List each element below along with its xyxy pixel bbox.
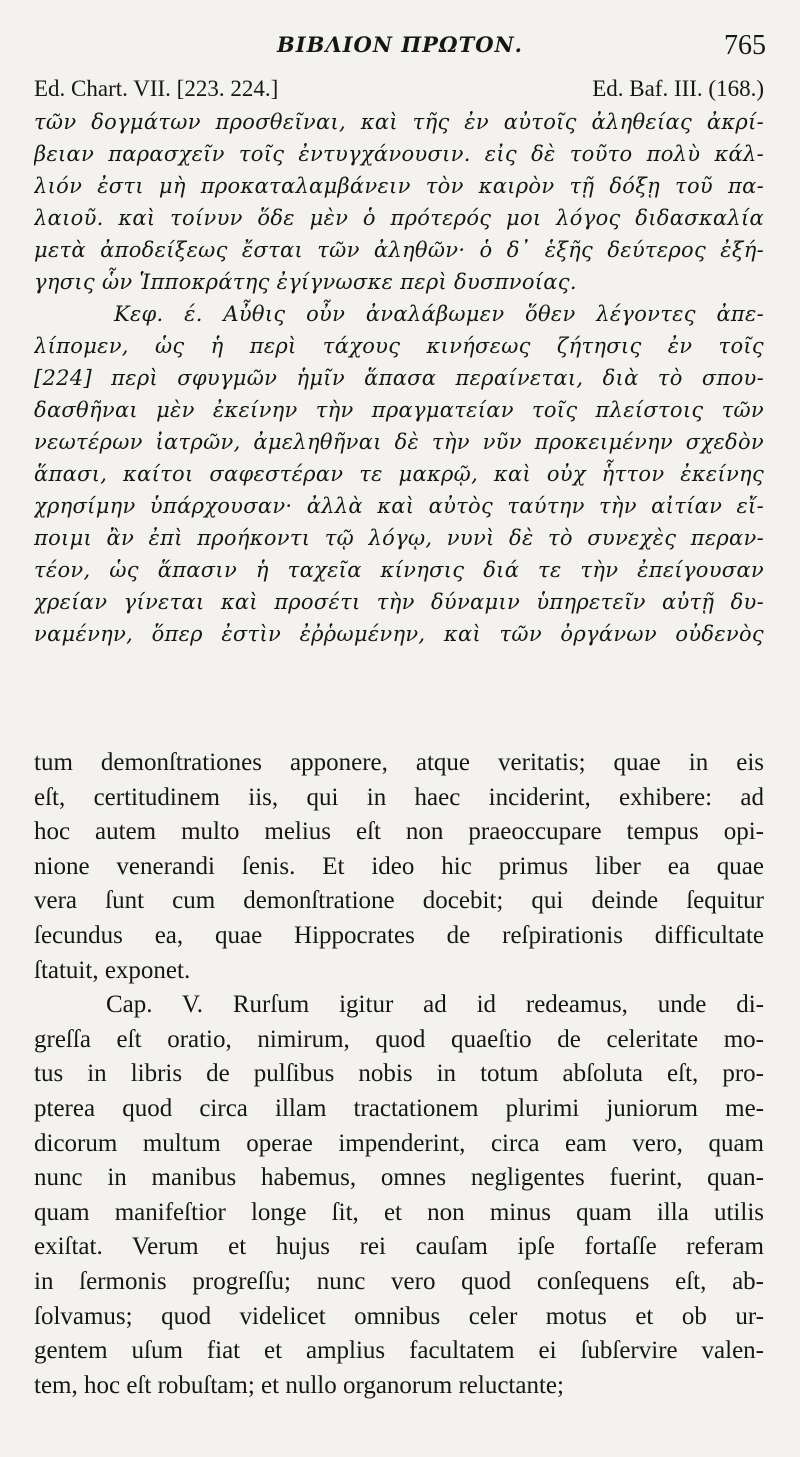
greek-line: χρησίμην ὑπάρχουσαν· ἀλλὰ καὶ αὐτὸς ταύτην τὴν αἰτίαν εἴ-: [34, 494, 764, 518]
latin-line: exiſtat. Verum et hujus rei cauſam ipſe fortaſſe referam: [34, 1233, 764, 1261]
edition-reference-line: [34, 76, 764, 106]
greek-line: τέον, ὡς ἅπασιν ἡ ταχεῖα κίνησις διά τε τὴν ἐπείγουσαν: [34, 558, 764, 582]
greek-line: γησις ὧν Ἱπποκράτης ἐγίγνωσκε περὶ δυσπνοίας.: [34, 270, 577, 294]
latin-line: greſſa eſt oratio, nimirum, quod quaeſtio de celeritate mo-: [34, 1025, 764, 1053]
greek-line: ἅπασι, καίτοι σαφεστέραν τε μακρῷ, καὶ οὐχ ἧττον ἐκείνης: [34, 462, 764, 486]
greek-line: ποιμι ἂν ἐπὶ προήκοντι τῷ λόγῳ, νυνὶ δὲ τὸ συνεχὲς περαν-: [34, 526, 764, 550]
greek-line: ναμένην, ὅπερ ἐστὶν ἐῤῥωμένην, καὶ τῶν ὀργάνων οὐδενὸς: [34, 622, 764, 646]
greek-line: λίπομεν, ὡς ἡ περὶ τάχους κινήσεως ζήτησις ἐν τοῖς: [34, 334, 764, 358]
latin-line: quam manifeſtior longe ſit, et non minus quam illa utilis: [34, 1198, 764, 1226]
greek-line: τῶν δογμάτων προσθεῖναι, καὶ τῆς ἐν αὐτοῖς ἀληθείας ἀκρί-: [34, 110, 764, 134]
latin-line: pterea quod circa illam tractationem plurimi juniorum me-: [34, 1094, 764, 1122]
greek-line: [224] περὶ σφυγμῶν ἡμῖν ἅπασα περαίνεται, διὰ τὸ σπου-: [34, 366, 764, 390]
greek-line: λιόν ἐστι μὴ προκαταλαμβάνειν τὸν καιρὸν τῇ δόξῃ τοῦ πα-: [34, 174, 764, 198]
latin-line: nunc in manibus habemus, omnes negligentes fuerint, quan-: [34, 1164, 764, 1192]
latin-line: hoc autem multo melius eſt non praeoccupare tempus opi-: [34, 818, 764, 846]
greek-line: χρείαν γίνεται καὶ προσέτι τὴν δύναμιν ὑπηρετεῖν αὐτῇ δυ-: [34, 590, 764, 614]
latin-line: tum demonſtrationes apponere, atque veritatis; quae in eis: [34, 749, 764, 776]
latin-line: tus in libris de pulſibus nobis in totum abſoluta eſt, pro-: [34, 1060, 764, 1088]
edition-chartier-reference: Ed. Chart. VII. [223. 224.]: [34, 76, 279, 101]
greek-line: νεωτέρων ἰατρῶν, ἀμεληθῆναι δὲ τὴν νῦν προκειμένην σχεδὸν: [34, 430, 764, 454]
latin-line: ſtatuit, exponet.: [34, 956, 191, 984]
greek-text-block: [34, 106, 764, 650]
latin-line: nione venerandi ſenis. Et ideo hic primus liber ea quae: [34, 852, 764, 880]
edition-basel-reference: Ed. Baf. III. (168.): [592, 76, 764, 101]
latin-chapter-heading-line: Cap. V. Rurſum igitur ad id redeamus, unde di-: [106, 991, 764, 1019]
latin-text-block: [34, 746, 764, 1403]
greek-line: μετὰ ἀποδείξεως ἔσται τῶν ἀληθῶν· ὁ δ᾿ ἑξῆς δεύτερος ἐξή-: [34, 238, 764, 262]
page-number: 765: [724, 30, 766, 61]
latin-line: in ſermonis progreſſu; nunc vero quod conſequens eſt, ab-: [34, 1267, 764, 1295]
latin-line: ſolvamus; quod videlicet omnibus celer motus et ob ur-: [34, 1302, 764, 1330]
latin-line: gentem uſum fiat et amplius facultatem ei ſubſervire valen-: [34, 1337, 764, 1365]
latin-line: vera ſunt cum demonſtratione docebit; qui deinde ſequitur: [34, 887, 764, 915]
latin-line: ſecundus ea, quae Hippocrates de reſpirationis difficultate: [34, 921, 764, 949]
greek-line: δασθῆναι μὲν ἐκείνην τὴν πραγματείαν τοῖς πλείστοις τῶν: [34, 398, 764, 422]
latin-line: eſt, certitudinem iis, qui in haec inciderint, exhibere: ad: [34, 783, 764, 811]
latin-line: tem, hoc eſt robuſtam; et nullo organorum reluctante;: [34, 1371, 564, 1399]
running-title: ΒΙΒΛΙΟΝ ΠΡΩΤΟΝ.: [277, 32, 523, 57]
greek-line: βειαν παρασχεῖν τοῖς ἐντυγχάνουσιν. εἰς δὲ τοῦτο πολὺ κάλ-: [34, 142, 764, 166]
page-header: [34, 30, 766, 64]
greek-chapter-heading-line: Κεφ. έ. Αὖθις οὖν ἀναλάβωμεν ὅθεν λέγοντες ἀπε-: [114, 302, 764, 326]
greek-line: λαιοῦ. καὶ τοίνυν ὅδε μὲν ὁ πρότερός μοι λόγος διδασκαλία: [34, 206, 764, 230]
latin-line: dicorum multum operae impenderint, circa eam vero, quam: [34, 1129, 764, 1157]
